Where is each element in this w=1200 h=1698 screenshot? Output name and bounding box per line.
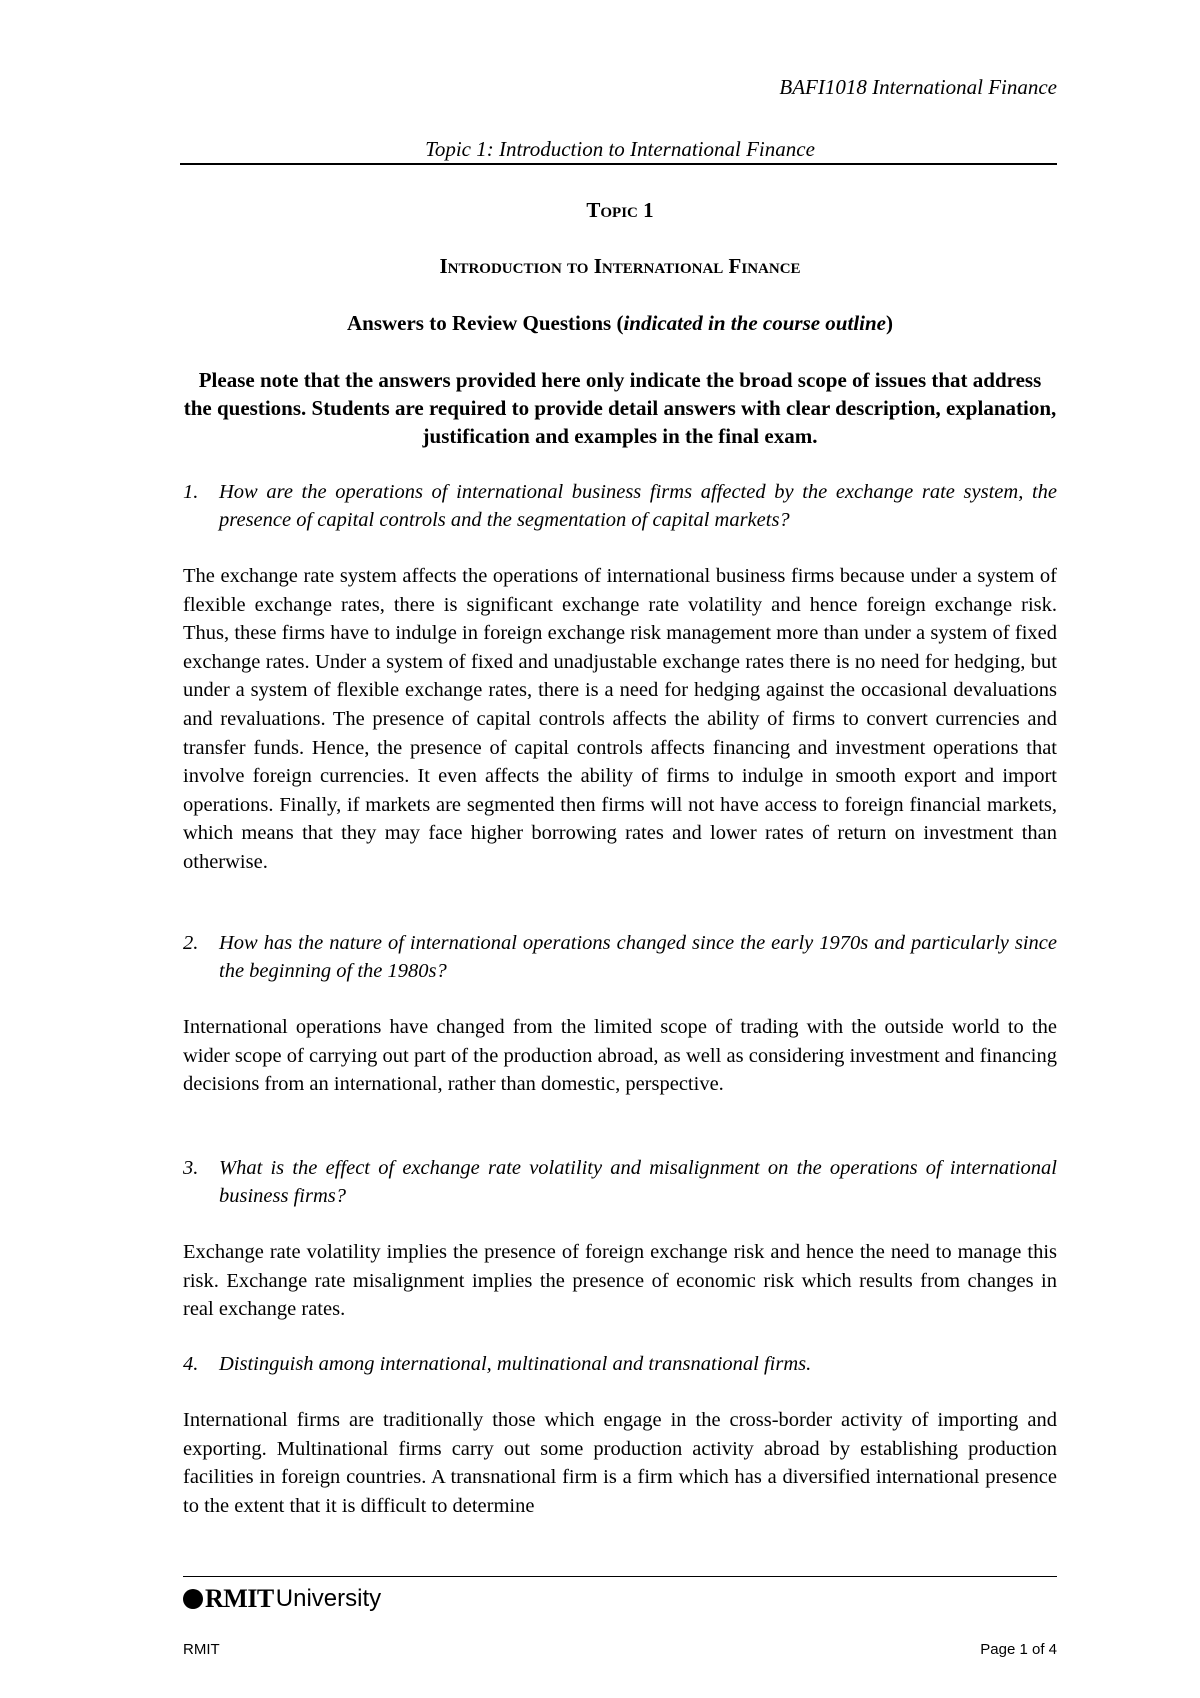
question-4 [183, 1350, 1057, 1378]
question-number: 2. [183, 932, 199, 954]
footer-institution: RMIT [183, 1641, 220, 1658]
logo-dot-icon [183, 1589, 203, 1609]
question-number: 3. [183, 1157, 199, 1179]
answer-1: The exchange rate system affects the operations of international business firms because under a system of flexible exchange rates, there is significant exchange rate volatility and hence foreign exchange risk. Thus, these firms have to indulge in foreign exchange risk management more than under a system of fixed exchange rates. Under a system of fixed and unadjustable exchange rates there is no need for hedging, but under a system of flexible exchange rates, there is a need for hedging against the occasional devaluations and revaluations. The presence of capital controls affects the ability of firms to convert currencies and transfer funds. Hence, the presence of capital controls affects financing and investment operations that involve foreign currencies. It even affects the ability of firms to indulge in smooth export and import operations. Finally, if markets are segmented then firms will not have access to foreign financial markets, which means that they may face higher borrowing rates and lower rates of return on investment than otherwise. [183, 565, 1057, 873]
course-title: BAFI1018 International Finance [779, 75, 1057, 99]
question-text: How are the operations of international business firms affected by the exchange rate system, the presence of capital controls and the segmentation of capital markets? [219, 481, 1057, 531]
question-number: 1. [183, 481, 199, 503]
question-number: 4. [183, 1353, 199, 1375]
exam-note: Please note that the answers provided here only indicate the broad scope of issues that address the questions. Students are required to provide detail answers with clear description, explanation, justification and examples in the final exam. [183, 368, 1057, 448]
answer-4: International firms are traditionally those which engage in the cross-border activity of importing and exporting. Multinational firms carry out some production activity abroad by establishing production facilities in foreign countries. A transnational firm is a firm which has a diversified international presence to the extent that it is difficult to determine [183, 1409, 1057, 1517]
answers-heading-close: ) [886, 311, 893, 335]
topic-label: Topic 1 [586, 198, 654, 222]
header-rule [180, 163, 1057, 165]
question-text: How has the nature of international operations changed since the early 1970s and particularly since the beginning of the 1980s? [219, 932, 1057, 982]
answer-3: Exchange rate volatility implies the presence of foreign exchange risk and hence the need to manage this risk. Exchange rate misalignment implies the presence of economic risk which results from changes in real exchange rates. [183, 1241, 1057, 1321]
logo-brand: RMIT [205, 1584, 274, 1613]
answers-heading-italic: indicated in the course outline [623, 311, 886, 335]
document-title: Introduction to International Finance [439, 254, 801, 278]
logo-university: University [275, 1585, 382, 1612]
footer-rule [183, 1576, 1057, 1577]
question-text: Distinguish among international, multinational and transnational firms. [219, 1353, 812, 1375]
question-text: What is the effect of exchange rate volatility and misalignment on the operations of international business firms? [219, 1157, 1057, 1207]
answers-heading-text: Answers to Review Questions ( [346, 311, 624, 335]
topic-header: Topic 1: Introduction to International Finance [425, 137, 815, 161]
answers-heading [183, 310, 1057, 336]
question-3 [183, 1154, 1057, 1210]
page-number: Page 1 of 4 [980, 1641, 1057, 1658]
question-1 [183, 478, 1057, 534]
answer-2: International operations have changed from the limited scope of trading with the outside world to the wider scope of carrying out part of the production abroad, as well as considering investment and financing decisions from an international, rather than domestic, perspective. [183, 1016, 1057, 1096]
rmit-logo [183, 1583, 381, 1615]
question-2 [183, 929, 1057, 985]
